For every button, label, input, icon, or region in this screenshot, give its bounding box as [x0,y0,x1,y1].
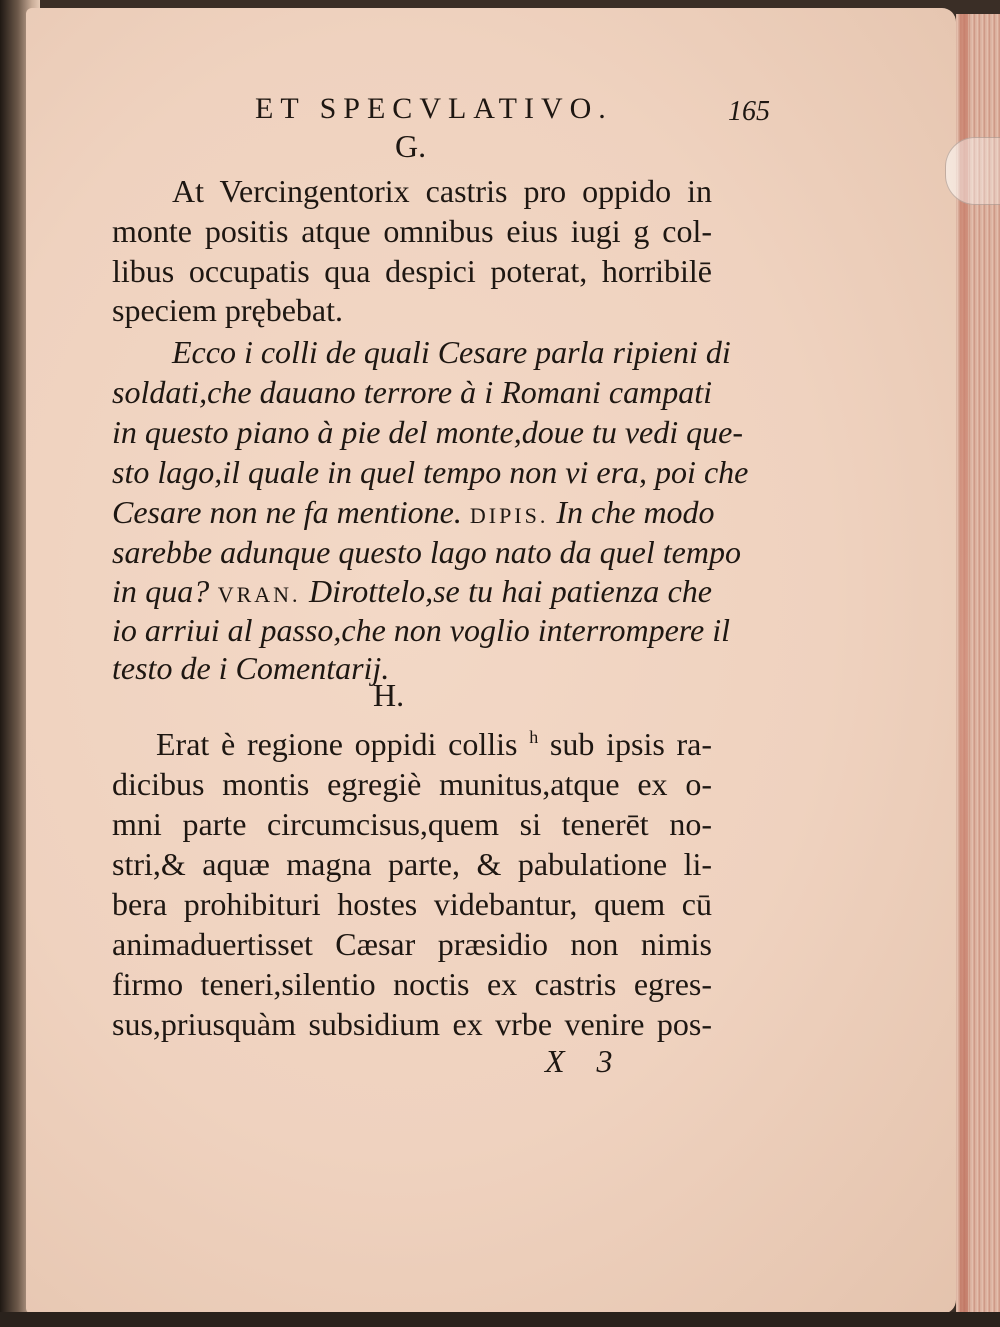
latin-text: Erat è regione oppidi collis [156,726,518,762]
red-edge-stain [960,14,968,1314]
italian-line [112,575,712,607]
running-title: ET SPECVLATIVO. [255,92,613,125]
latin-line: stri,& aquæ magna parte, & pabulatione li- [112,846,712,882]
italian-text: Dirottelo,se tu hai patienza che [308,573,712,609]
latin-line: mni parte circumcisus,quem si tenerēt no- [112,806,712,842]
italian-line: sto lago,il quale in quel tempo non vi era, poi che [112,454,749,490]
italian-line: sarebbe adunque questo lago nato da quel tempo [112,534,741,570]
italian-line: io arriui al passo,che non voglio interrompere il [112,612,731,648]
latin-line: animaduertisset Cæsar præsidio non nimis [112,926,712,962]
latin-line: At Vercingentorix castris pro oppido in [172,173,712,209]
latin-line: libus occupatis qua despici poterat, horribilē [112,253,712,289]
latin-line: bera prohibituri hostes videbantur, quem cū [112,886,712,922]
latin-line: dicibus montis egregiè munitus,atque ex o- [112,766,712,802]
italian-line [112,494,715,530]
italian-text: In che modo [556,494,715,530]
latin-line [156,728,712,760]
signature-mark: X 3 [545,1043,613,1079]
speaker-name: DIPIS. [469,503,549,528]
italian-line: in questo piano à pie del monte,doue tu vedi que- [112,414,743,450]
latin-line: speciem prębebat. [112,292,343,328]
latin-text: sub ipsis ra- [549,726,713,762]
italian-text: in qua? [112,573,210,609]
speaker-name: VRAN. [217,582,301,607]
note-marker: h [529,727,539,747]
latin-line: monte positis atque omnibus eius iugi g col- [112,213,712,249]
italian-line: soldati,che dauano terrore à i Romani campati [112,374,712,410]
glass-clip-tab [945,137,1000,205]
latin-line: firmo teneri,silentio noctis ex castris egres- [112,966,712,1002]
section-letter-g: G. [395,128,427,164]
italian-line: Ecco i colli de quali Cesare parla ripieni di [172,334,731,370]
latin-line: sus,priusquàm subsidium ex vrbe venire pos- [112,1006,712,1042]
scan-background-strip [0,1312,1000,1327]
page-number: 165 [728,96,770,127]
italian-text: Cesare non ne fa mentione. [112,494,462,530]
italian-line: testo de i Comentarij. [112,650,390,686]
section-letter-h: H. [373,677,405,713]
